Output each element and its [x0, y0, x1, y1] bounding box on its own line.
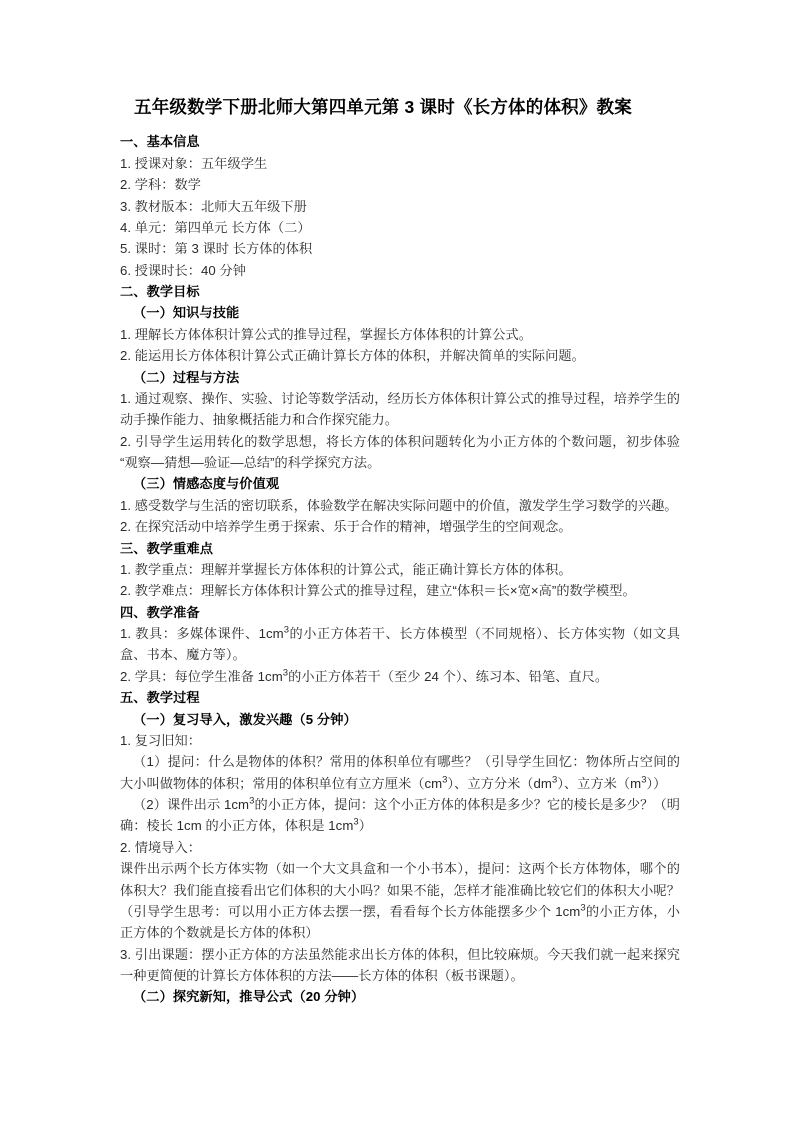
- scenario-text: 课件出示两个长方体实物（如一个大文具盒和一个小书本），提问：这两个长方体物体，哪个的体积大？我们能直接看出它们体积的大小吗？如果不能，怎样才能准确比较它们的体积大小呢？（引导学生思考：可以用小正方体去摆一摆，看看每个长方体能摆多少个 1cm: [120, 861, 680, 919]
- scenario-text-tail: 的小正方体，小正方体的个数就是长方体的体积）: [120, 903, 680, 941]
- key-points-item-1: 1. 教学重点：理解并掌握长方体体积的计算公式，能正确计算长方体的体积。: [120, 561, 572, 577]
- preparation-item-teaching-aids: [120, 623, 680, 666]
- preparation-item-1-text: 1. 教具：多媒体课件、1cm: [120, 626, 284, 641]
- process-step-1-review-label: 1. 复习旧知：: [120, 732, 201, 748]
- question-1-text-mid-1: ）、立方分米（dm: [447, 775, 552, 791]
- objectives-knowledge-item-1: 1. 理解长方体体积计算公式的推导过程，掌握长方体体积的计算公式。: [120, 326, 532, 342]
- page-title: 五年级数学下册北师大第四单元第 3 课时《长方体的体积》教案: [134, 97, 632, 117]
- objectives-attitude-item-1: 1. 感受数学与生活的密切联系，体验数学在解决实际问题中的价值，激发学生学习数学的兴趣。: [120, 497, 678, 513]
- heading-objectives-attitude: （三）情感态度与价值观: [133, 476, 280, 492]
- basic-info-item-6: 6. 授课时长：40 分钟: [120, 262, 246, 278]
- cubic-superscript: 3: [249, 795, 255, 807]
- question-1-text-tail: ））: [646, 775, 667, 791]
- cubic-superscript: 3: [442, 774, 448, 786]
- question-2-text-mid: 的小正方体，提问：这个小正方体的体积是多少？它的棱长是多少？（明确：棱长 1cm 的小正方体，体积是 1cm: [120, 797, 680, 834]
- heading-basic-info: 一、基本信息: [120, 134, 200, 150]
- heading-objectives-knowledge: （一）知识与技能: [133, 305, 240, 321]
- process-step-1-scenario-paragraph: [120, 858, 680, 944]
- question-2-text-tail: ）: [358, 818, 372, 834]
- basic-info-item-3: 3. 教材版本：北师大五年级下册: [120, 198, 307, 214]
- basic-info-item-2: 2. 学科：数学: [120, 177, 201, 193]
- heading-process-step-2: （二）探究新知，推导公式（20 分钟）: [133, 989, 365, 1005]
- process-step-1-question-2: [120, 794, 680, 837]
- cubic-superscript: 3: [353, 816, 359, 828]
- basic-info-item-5: 5. 课时：第 3 课时 长方体的体积: [120, 241, 313, 257]
- basic-info-item-4: 4. 单元：第四单元 长方体（二）: [120, 219, 311, 235]
- basic-info-item-1: 1. 授课对象：五年级学生: [120, 155, 268, 171]
- heading-preparation: 四、教学准备: [120, 604, 200, 620]
- question-1-text-mid-2: ）、立方米（m: [557, 775, 642, 791]
- preparation-item-1-text-tail: 的小正方体若干、长方体模型（不同规格）、长方体实物（如文具盒、书本、魔方等）。: [120, 626, 680, 663]
- question-2-text: （2）课件出示 1cm: [133, 797, 250, 812]
- preparation-item-2-text: 2. 学具：每位学生准备 1cm: [120, 668, 283, 684]
- heading-process: 五、教学过程: [120, 690, 200, 706]
- cubic-superscript: 3: [641, 774, 647, 786]
- heading-objectives: 二、教学目标: [120, 284, 200, 299]
- preparation-item-student-aids: [120, 666, 680, 687]
- question-1-text: （1）提问：什么是物体的体积？常用的体积单位有哪些？（引导学生回忆：物体所占空间的大小叫做物体的体积；常用的体积单位有立方厘米（cm: [120, 754, 680, 791]
- cubic-superscript: 3: [282, 667, 289, 679]
- heading-key-points: 三、教学重难点: [120, 540, 214, 556]
- heading-process-step-1: （一）复习导入，激发兴趣（5 分钟）: [133, 711, 357, 727]
- process-step-1-question-1: [120, 751, 680, 794]
- cubic-superscript: 3: [283, 624, 290, 636]
- key-points-item-2: 2. 教学难点：理解长方体体积计算公式的推导过程，建立“体积＝长×宽×高”的数学模型。: [120, 583, 636, 599]
- objectives-process-item-2: 2. 引导学生运用转化的数学思想，将长方体的体积问题转化为小正方体的个数问题，初步体验“观察—猜想—验证—总结”的科学探究方法。: [120, 433, 680, 470]
- process-step-1-topic-intro: 3. 引出课题：摆小正方体的方法虽然能求出长方体的体积，但比较麻烦。今天我们就一起来探究一种更简便的计算长方体体积的方法——长方体的体积（板书课题）。: [120, 946, 680, 983]
- cubic-superscript: 3: [580, 902, 586, 914]
- heading-objectives-process: （二）过程与方法: [133, 369, 240, 385]
- objectives-knowledge-item-2: 2. 能运用长方体体积计算公式正确计算长方体的体积，并解决简单的实际问题。: [120, 348, 585, 364]
- objectives-process-item-1: 1. 通过观察、操作、实验、讨论等数学活动，经历长方体体积计算公式的推导过程，培养学生的动手操作能力、抽象概括能力和合作探究能力。: [120, 390, 680, 428]
- cubic-superscript: 3: [551, 774, 558, 786]
- objectives-attitude-item-2: 2. 在探究活动中培养学生勇于探索、乐于合作的精神，增强学生的空间观念。: [120, 519, 572, 535]
- process-step-1-scenario-label: 2. 情境导入：: [120, 839, 201, 855]
- preparation-item-2-text-tail: 的小正方体若干（至少 24 个）、练习本、铅笔、直尺。: [288, 668, 609, 684]
